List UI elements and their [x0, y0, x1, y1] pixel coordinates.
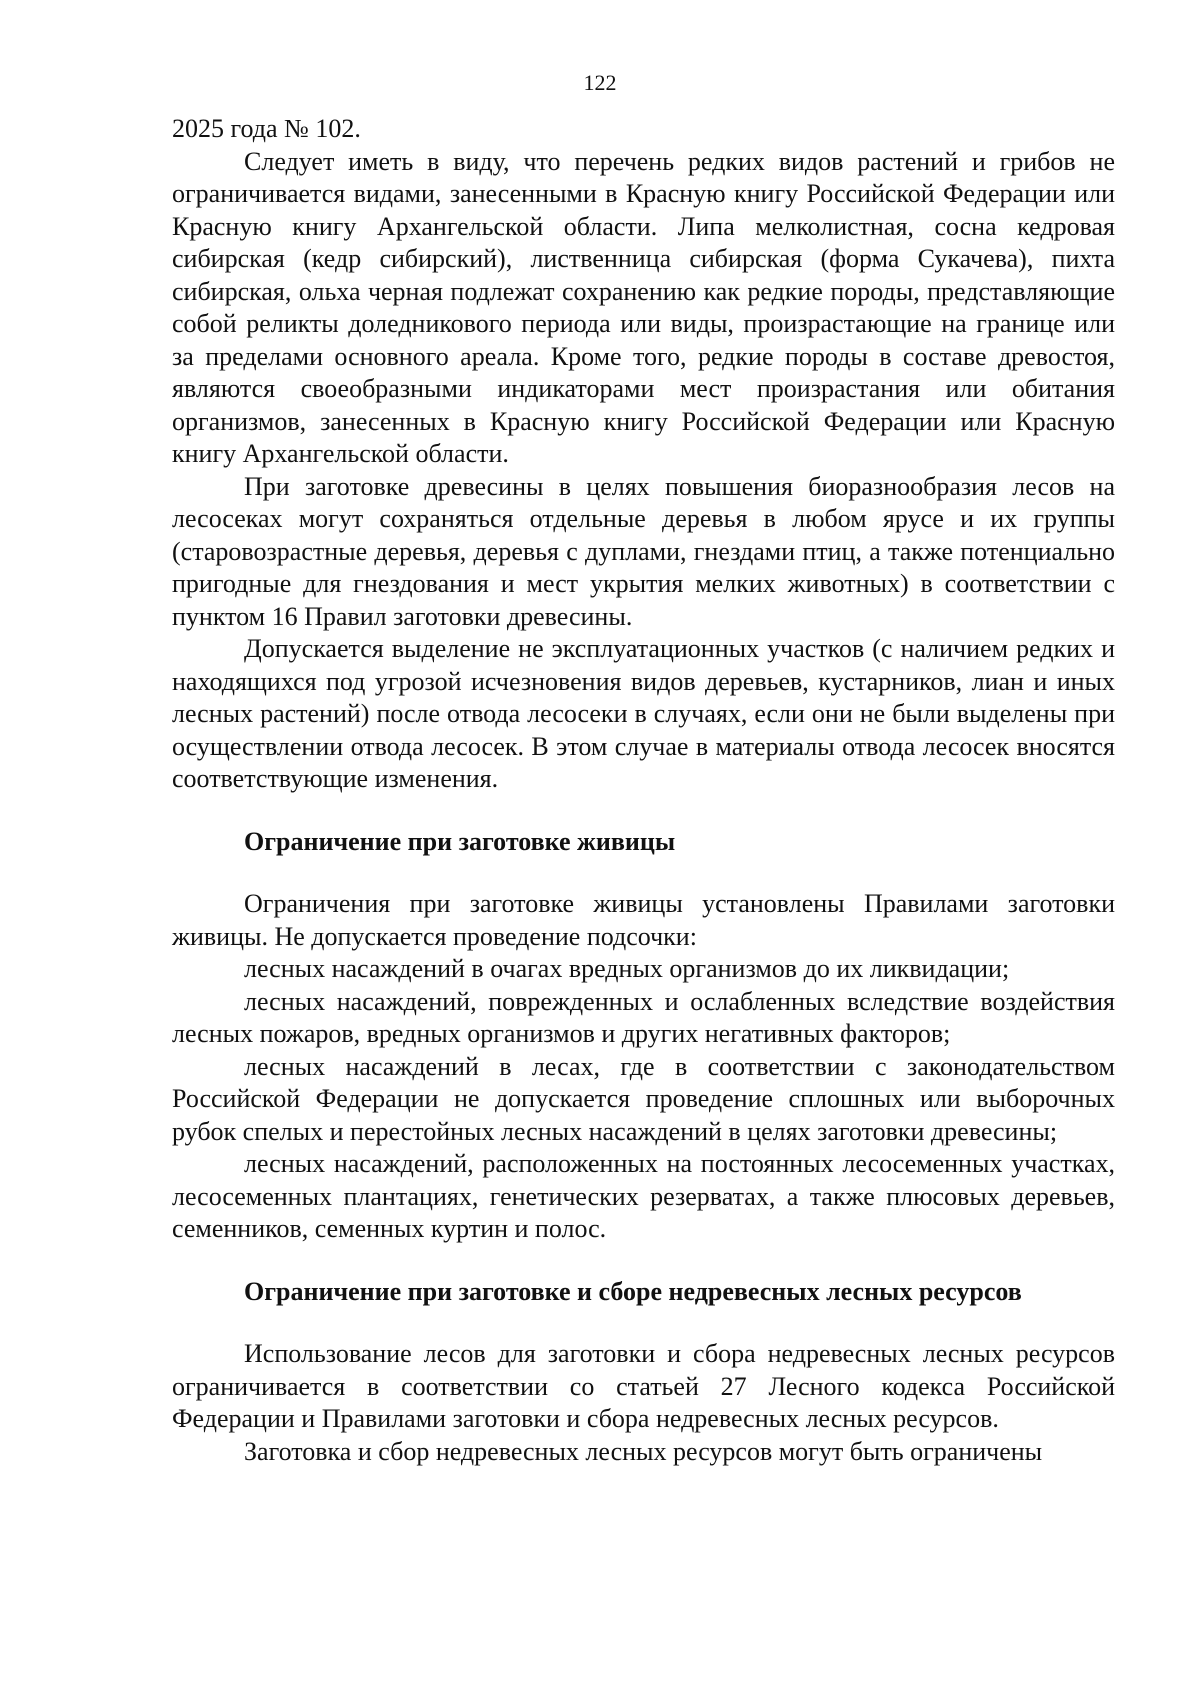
list-item: лесных насаждений в лесах, где в соответствии с законодательством Российской Федерации не допускается проведение сплошных или выборочных рубок спелых и перестойных лесных насаждений в целях заготовки древесины;	[172, 1051, 1115, 1146]
section-heading-resin: Ограничение при заготовке живицы	[244, 826, 676, 856]
list-item: лесных насаждений в очагах вредных организмов до их ликвидации;	[244, 954, 1010, 983]
paragraph: Заготовка и сбор недревесных лесных ресурсов могут быть ограничены	[244, 1436, 1043, 1466]
section-heading-non-wood: Ограничение при заготовке и сборе недревесных лесных ресурсов	[244, 1276, 1022, 1306]
paragraph: Использование лесов для заготовки и сбора недревесных лесных ресурсов ограничивается в соответствии со статьей 27 Лесного кодекса Российской Федерации и Правилами заготовки и сбора недревесных лесных ресурсов.	[172, 1339, 1115, 1433]
paragraph: Допускается выделение не эксплуатационных участков (с наличием редких и находящихся под угрозой исчезновения видов деревьев, кустарников, лиан и иных лесных растений) после отвода лесосеки в случаях, если они не были выделены при осуществлении отвода лесосек. В этом случае в материалы отвода лесосек вносятся соответствующие изменения.	[172, 634, 1115, 793]
paragraph: При заготовке древесины в целях повышения биоразнообразия лесов на лесосеках могут сохраняться отдельные деревья в любом ярусе и их группы (старовозрастные деревья, деревья с дуплами, гнездами птиц, а также потенциально пригодные для гнездования и мест укрытия мелких животных) в соответствии с пунктом 16 Правил заготовки древесины.	[172, 471, 1115, 631]
list-item: лесных насаждений, поврежденных и ослабленных вследствие воздействия лесных пожаров, вредных организмов и других негативных факторов;	[172, 986, 1115, 1048]
document-body	[172, 113, 1115, 1468]
page-number: 122	[583, 70, 617, 95]
paragraph-continuation: 2025 года № 102.	[172, 114, 361, 143]
paragraph: Следует иметь в виду, что перечень редких видов растений и грибов не ограничивается видами, занесенными в Красную книгу Российской Федерации или Красную книгу Архангельской области. Липа мелколистная, сосна кедровая сибирская (кедр сибирский), лиственница сибирская (форма Сукачева), пихта сибирская, ольха черная подлежат сохранению как редкие породы, представляющие собой реликты доледникового периода или виды, произрастающие на границе или за пределами основного ареала. Кроме того, редкие породы в составе древостоя, являются своеобразными индикаторами мест произрастания или обитания организмов, занесенных в Красную книгу Российской Федерации или Красную книгу Архангельской области.	[172, 146, 1115, 468]
list-item: лесных насаждений, расположенных на постоянных лесосеменных участках, лесосеменных плантациях, генетических резерватах, а также плюсовых деревьев, семенников, семенных куртин и полос.	[172, 1149, 1115, 1243]
paragraph: Ограничения при заготовке живицы установлены Правилами заготовки живицы. Не допускается проведение подсочки:	[172, 889, 1115, 951]
